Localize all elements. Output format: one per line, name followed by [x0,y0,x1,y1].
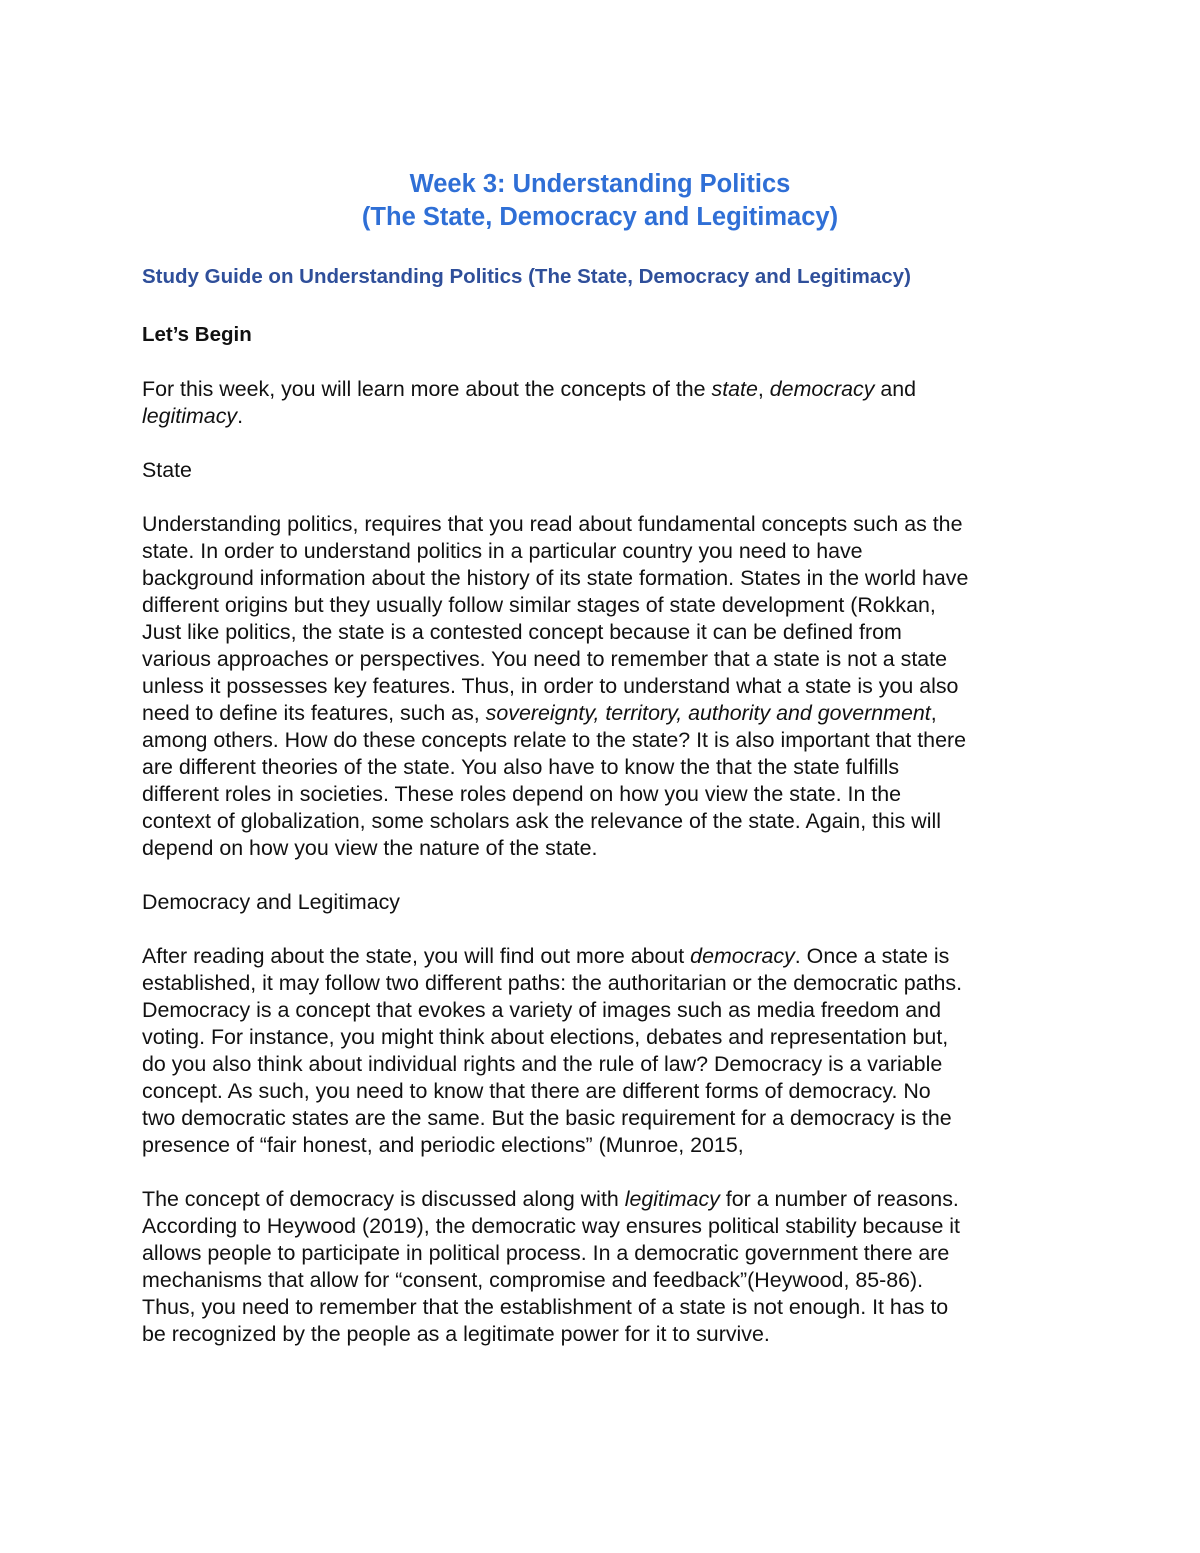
emphasis-legitimacy: legitimacy [624,1187,720,1211]
paragraph-line: Thus, you need to remember that the establishment of a state is not enough. It has to [142,1295,949,1319]
emphasis-state: state [711,377,758,401]
study-guide-heading: Study Guide on Understanding Politics (The State, Democracy and Legitimacy) [142,265,911,288]
paragraph-line: allows people to participate in political process. In a democratic government there are [142,1241,950,1265]
paragraph-line: two democratic states are the same. But the basic requirement for a democracy is the [142,1106,952,1130]
paragraph-line: state. In order to understand politics in a particular country you need to have [142,539,863,563]
emphasis-democracy: democracy [690,944,795,968]
paragraph-line [142,700,1072,727]
democracy-paragraph [142,943,1072,1159]
paragraph-line: are different theories of the state. You also have to know the that the state fulfills [142,755,900,779]
paragraph-line: be recognized by the people as a legitimate power for it to survive. [142,1322,770,1346]
paragraph-line: depend on how you view the nature of the state. [142,836,598,860]
intro-paragraph [142,376,1072,430]
title-line-2: (The State, Democracy and Legitimacy) [361,203,839,231]
paragraph-line: concept. As such, you need to know that there are different forms of democracy. No [142,1079,931,1103]
paragraph-line: different roles in societies. These roles depend on how you view the state. In the [142,782,902,806]
text-run: . Once a state is [794,944,950,968]
text-run: for a number of reasons. [719,1187,959,1211]
paragraph-line [142,943,1072,970]
emphasis-legitimacy: legitimacy [142,404,238,428]
legitimacy-paragraph [142,1186,1072,1348]
state-paragraph [142,511,1072,862]
document-title [0,168,1200,234]
paragraph-line: Just like politics, the state is a contested concept because it can be defined from [142,620,902,644]
paragraph-line: various approaches or perspectives. You need to remember that a state is not a state [142,647,947,671]
emphasis-democracy: democracy [769,377,875,401]
text-run: , [930,701,937,725]
paragraph-line: mechanisms that allow for “consent, compromise and feedback”(Heywood, 85-86). [142,1268,924,1292]
paragraph-line: presence of “fair honest, and periodic elections” (Munroe, 2015, [142,1133,744,1157]
democracy-legitimacy-heading: Democracy and Legitimacy [142,890,400,914]
text-run: . [237,404,244,428]
paragraph-line: Understanding politics, requires that you read about fundamental concepts such as the [142,512,963,536]
paragraph-line: context of globalization, some scholars ask the relevance of the state. Again, this will [142,809,942,833]
text-run: For this week, you will learn more about the concepts of the [142,377,712,401]
paragraph-line: among others. How do these concepts relate to the state? It is also important that there [142,728,966,752]
paragraph-line: unless it possesses key features. Thus, in order to understand what a state is you also [142,674,959,698]
paragraph-line: According to Heywood (2019), the democratic way ensures political stability because it [142,1214,961,1238]
emphasis-features: sovereignty, territory, authority and government [485,701,931,725]
paragraph-line: do you also think about individual rights and the rule of law? Democracy is a variable [142,1052,943,1076]
paragraph-line: different origins but they usually follow similar stages of state development (Rokkan, [142,593,936,617]
intro-line [142,403,1072,430]
paragraph-line: Democracy is a concept that evokes a variety of images such as media freedom and [142,998,941,1022]
text-run: and [874,377,917,401]
intro-line [142,376,1072,403]
title-line-1: Week 3: Understanding Politics [409,170,791,198]
paragraph-line: background information about the history of its state formation. States in the world have [142,566,969,590]
lets-begin-heading: Let’s Begin [142,323,252,346]
paragraph-line [142,1186,1072,1213]
state-heading: State [142,458,192,482]
text-run: need to define its features, such as, [142,701,486,725]
text-run: The concept of democracy is discussed along with [142,1187,625,1211]
text-run: , [757,377,770,401]
text-run: After reading about the state, you will find out more about [142,944,691,968]
paragraph-line: voting. For instance, you might think about elections, debates and representation but, [142,1025,949,1049]
paragraph-line: established, it may follow two different paths: the authoritarian or the democratic paths. [142,971,963,995]
